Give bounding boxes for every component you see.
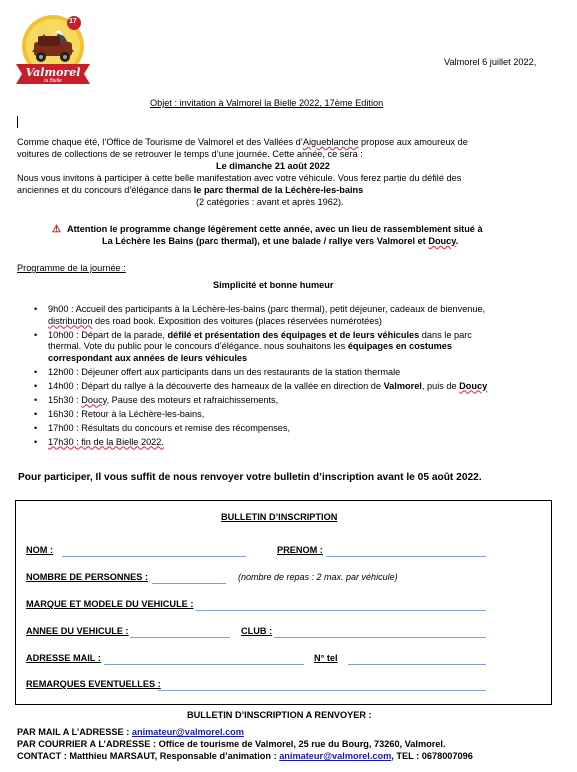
tel-label: N° tel xyxy=(314,653,338,663)
contact-mail-link[interactable]: animateur@valmorel.com xyxy=(279,751,392,761)
prenom-field[interactable] xyxy=(326,556,486,557)
footer-mail-line xyxy=(17,727,244,739)
remarques-label: REMARQUES EVENTUELLES : xyxy=(26,679,161,689)
subject: Objet : invitation à Valmorel la Bielle 2022, 17ème Edition xyxy=(150,98,384,108)
registration-form xyxy=(15,500,552,705)
mail-label: PAR MAIL A L’ADRESSE : xyxy=(17,727,132,737)
intro-text: propose aux amoureux de xyxy=(358,137,468,147)
programme-text: 9h00 : Accueil des participants à la Léchère-les-bains (parc thermal), petit déjeuner, cadeaux de bienvenue, xyxy=(48,304,486,314)
text-cursor xyxy=(17,116,18,128)
contact-tel: , TEL : 0678007096 xyxy=(391,751,473,761)
programme-text: distribution xyxy=(48,315,93,326)
programme-text: 16h30 : Retour à la Léchère-les-bains, xyxy=(48,408,205,419)
contact-label: CONTACT : Matthieu MARSAUT, Responsable d’animation : xyxy=(17,751,280,761)
annee-label: ANNEE DU VEHICULE : xyxy=(26,626,129,636)
programme-title: Programme de la journée : xyxy=(17,263,126,273)
programme-text: Doucy xyxy=(459,380,488,391)
remarques-field[interactable] xyxy=(158,690,486,691)
programme-item xyxy=(30,304,550,327)
warning-text: . xyxy=(455,236,459,246)
intro-place: Aigueblanche xyxy=(302,137,359,147)
intro-text: anciennes et du concours d’élégance dans xyxy=(17,185,194,195)
intro-line-2: voitures de collections de se retrouver le temps d’une journée. Cette année, ce sera : xyxy=(17,149,363,159)
programme-item xyxy=(30,381,550,393)
programme-item xyxy=(30,330,550,365)
renvoyer-title: BULLETIN D’INSCRIPTION A RENVOYER : xyxy=(187,710,372,720)
club-field[interactable] xyxy=(274,637,486,638)
nom-field[interactable] xyxy=(62,556,246,557)
programme-text: 14h00 : Départ du rallye à la découverte des hameaux de la vallée en direction de xyxy=(48,380,384,391)
programme-text: , Pause des moteurs et rafraichissements, xyxy=(106,394,279,405)
warning-place: Doucy xyxy=(428,236,456,246)
programme-list xyxy=(30,304,550,451)
footer-courrier-line: PAR COURRIER A L’ADRESSE : Office de tourisme de Valmorel, 25 rue du Bourg, 73260, Valmorel. xyxy=(17,739,446,749)
intro-line-1 xyxy=(17,137,468,149)
club-label: CLUB : xyxy=(241,626,273,636)
event-date: Le dimanche 21 août 2022 xyxy=(216,161,330,171)
intro-line-3: Nous vous invitons à participer à cette belle manifestation avec votre véhicule. Vous ferez partie du défilé des xyxy=(17,173,462,183)
warning-icon: ⚠ xyxy=(52,224,61,235)
programme-text: correspondant aux années de leurs véhicules xyxy=(48,352,248,363)
programme-text: dans le parc xyxy=(419,329,472,340)
repas-note: (nombre de repas : 2 max. par véhicule) xyxy=(238,572,398,582)
valmorel-logo xyxy=(14,12,92,92)
intro-text: Comme chaque été, l’Office de Tourisme de Valmorel et des Vallées d’ xyxy=(17,137,303,147)
programme-text: 12h00 : Déjeuner offert aux participants dans un des restaurants de la station thermale xyxy=(48,366,401,377)
warning-text: La Léchère les Bains (parc thermal), et une balade / rallye vers Valmorel et xyxy=(102,236,429,246)
programme-text: , puis de xyxy=(421,380,460,391)
programme-text: 17h30 : fin de la Bielle 2022. xyxy=(48,436,164,447)
programme-text: 17h00 : Résultats du concours et remise des récompenses, xyxy=(48,422,291,433)
prenom-label: PRENOM : xyxy=(277,545,323,555)
mail-link[interactable]: animateur@valmorel.com xyxy=(131,727,244,737)
programme-text: des road book. Exposition des voitures (places réservées numérotées) xyxy=(92,315,382,326)
programme-text: thermal. Vote du public pour le concours d’élégance. nous souhaitons les xyxy=(48,341,348,352)
programme-text: 10h00 : Départ de la parade, xyxy=(48,329,168,340)
warning-line-1 xyxy=(52,224,483,236)
nom-label: NOM : xyxy=(26,545,54,555)
programme-text: défilé et présentation des équipages et de leurs véhicules xyxy=(167,329,420,340)
intro-line-4 xyxy=(17,185,363,197)
programme-item xyxy=(30,437,550,449)
programme-text: équipages en costumes xyxy=(347,341,452,352)
mail-label: ADRESSE MAIL : xyxy=(26,653,101,663)
venue: le parc thermal de la Léchère-les-bains xyxy=(193,185,364,195)
programme-item xyxy=(30,409,550,421)
tel-field[interactable] xyxy=(348,664,486,665)
marque-field[interactable] xyxy=(196,610,486,611)
annee-field[interactable] xyxy=(130,637,230,638)
programme-item xyxy=(30,423,550,435)
programme-item xyxy=(30,395,550,407)
nb-personnes-field[interactable] xyxy=(152,583,226,584)
participation-note: Pour participer, Il vous suffit de nous renvoyer votre bulletin d’inscription avant le 05 août 2022. xyxy=(18,472,482,483)
tagline: Simplicité et bonne humeur xyxy=(213,280,334,290)
nb-personnes-label: NOMBRE DE PERSONNES : xyxy=(26,572,149,582)
intro-line-5: (2 catégories : avant et après 1962). xyxy=(196,197,344,207)
warning-text: Attention le programme change légèrement cette année, avec un lieu de rassemblement situé à xyxy=(66,224,483,234)
date-line: Valmorel 6 juillet 2022, xyxy=(444,57,537,67)
logo-brand: Valmorel xyxy=(25,66,81,79)
programme-text: 15h30 : xyxy=(48,394,82,405)
programme-text: Doucy xyxy=(81,394,107,405)
form-title: BULLETIN D’INSCRIPTION xyxy=(221,512,338,522)
programme-text: Valmorel xyxy=(383,380,422,391)
programme-item xyxy=(30,367,550,379)
logo-badge: 17 xyxy=(69,18,77,25)
logo-sub: la Bielle xyxy=(44,78,62,84)
mail-field[interactable] xyxy=(104,664,304,665)
warning-line-2 xyxy=(102,236,458,248)
footer-contact-line xyxy=(17,751,473,763)
marque-label: MARQUE ET MODELE DU VEHICULE : xyxy=(26,599,194,609)
